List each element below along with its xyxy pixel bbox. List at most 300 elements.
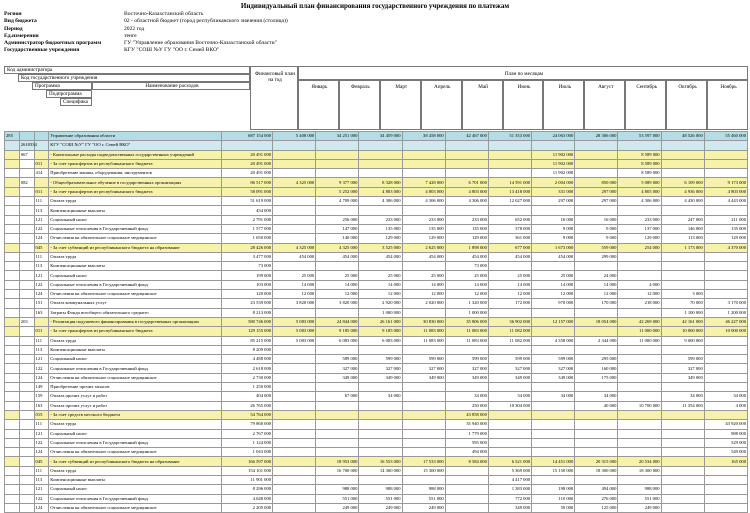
code-cell: 011 [34, 327, 49, 336]
month-value-cell [575, 410, 618, 419]
month-value-cell [704, 494, 747, 503]
code-cell [5, 485, 20, 494]
code-cell [5, 290, 20, 299]
month-value-cell: 454 000 [359, 252, 402, 261]
month-value-cell [402, 150, 445, 159]
month-value-cell [661, 475, 704, 484]
code-cell: 111 [34, 252, 49, 261]
month-value-cell: 10 700 000 [618, 401, 661, 410]
month-value-cell: 11 902 000 [532, 150, 575, 159]
month-value-cell: 361 000 [488, 234, 531, 243]
month-value-cell [618, 364, 661, 373]
month-value-cell: 3 170 000 [704, 299, 747, 308]
code-cell: 122 [34, 280, 49, 289]
month-value-cell: 233 000 [359, 215, 402, 224]
month-value-cell [402, 420, 445, 429]
month-value-cell: 50 000 [532, 503, 575, 512]
annual-total-cell: 120 000 [222, 290, 273, 299]
expense-name-cell: Отчисления на обязательное социальное медицинское [49, 373, 222, 382]
month-value-cell [704, 150, 747, 159]
month-value-cell [359, 475, 402, 484]
code-cell: 111 [34, 420, 49, 429]
table-row [5, 448, 748, 457]
month-value-cell: 1 173 000 [661, 243, 704, 252]
meta-label: Вид бюджета [4, 18, 37, 25]
month-value-cell [575, 420, 618, 429]
header-admin-code: Код администратора [4, 66, 250, 74]
month-value-cell: 9 000 [575, 224, 618, 233]
month-value-cell [661, 503, 704, 512]
month-value-cell [661, 457, 704, 466]
month-value-cell [273, 420, 316, 429]
month-value-cell [532, 206, 575, 215]
month-value-cell [445, 169, 488, 178]
month-value-cell: 599 000 [359, 355, 402, 364]
month-value-cell [273, 308, 316, 317]
table-row [5, 159, 748, 168]
code-cell [19, 494, 34, 503]
month-value-cell: 25 000 [445, 271, 488, 280]
table-row [5, 290, 748, 299]
header-month: Январь [298, 80, 339, 130]
month-value-cell [575, 141, 618, 150]
code-cell [5, 169, 20, 178]
month-value-cell: 5 083 000 [273, 317, 316, 326]
annual-total-cell [222, 141, 273, 150]
month-value-cell: 4 325 000 [316, 243, 359, 252]
month-value-cell: 6 083 000 [316, 336, 359, 345]
expense-name-cell: Социальные отчисления в Государственный фонд [49, 364, 222, 373]
month-value-cell: 4 417 000 [488, 475, 531, 484]
code-cell [5, 438, 20, 447]
table-row [5, 383, 748, 392]
expense-name-cell: Оплата труда [49, 336, 222, 345]
month-value-cell: 1 673 000 [532, 243, 575, 252]
month-value-cell: 250 000 [445, 401, 488, 410]
table-row [5, 169, 748, 178]
month-value-cell: 25 000 [359, 271, 402, 280]
month-value-cell [575, 150, 618, 159]
month-value-cell: 70 000 [661, 299, 704, 308]
expense-name-cell: Оплата прочих услуг и работ [49, 392, 222, 401]
month-value-cell: 12 027 000 [488, 197, 531, 206]
month-value-cell [402, 429, 445, 438]
month-value-cell [532, 475, 575, 484]
month-value-cell [661, 141, 704, 150]
month-value-cell: 34 000 [488, 392, 531, 401]
month-value-cell: 42 467 000 [445, 132, 488, 141]
code-cell [5, 262, 20, 271]
month-value-cell: 129 000 [618, 234, 661, 243]
table-row [5, 485, 748, 494]
code-cell [19, 355, 34, 364]
month-value-cell: 297 000 [575, 187, 618, 196]
code-cell: 121 [34, 485, 49, 494]
month-value-cell [316, 169, 359, 178]
meta-value: ГУ "Управление образования Восточно-Казахстанской области" [124, 40, 277, 47]
month-value-cell [359, 262, 402, 271]
code-cell: 111 [34, 336, 49, 345]
month-value-cell [661, 169, 704, 178]
code-cell [19, 327, 34, 336]
code-cell [34, 178, 49, 187]
month-value-cell: 129 000 [704, 234, 747, 243]
annual-total-cell: 20 491 000 [222, 169, 273, 178]
month-value-cell: 256 000 [316, 215, 359, 224]
month-value-cell: 4 803 000 [359, 187, 402, 196]
annual-total-cell: 4 488 000 [222, 355, 273, 364]
code-cell: 121 [34, 271, 49, 280]
month-value-cell [488, 438, 531, 447]
month-value-cell: 18 953 000 [316, 457, 359, 466]
month-value-cell: 4 370 000 [704, 243, 747, 252]
table-row [5, 299, 748, 308]
annual-total-cell: 199 000 [222, 271, 273, 280]
month-value-cell: 276 000 [575, 494, 618, 503]
month-value-cell [402, 392, 445, 401]
month-value-cell [316, 308, 359, 317]
month-value-cell [273, 215, 316, 224]
month-value-cell [402, 141, 445, 150]
header-month: Октябрь [666, 80, 707, 130]
month-value-cell [704, 373, 747, 382]
code-cell: 111 [34, 197, 49, 206]
meta-row [4, 26, 288, 33]
code-cell [19, 383, 34, 392]
month-value-cell: 349 000 [488, 503, 531, 512]
month-value-cell: 14 000 [316, 280, 359, 289]
month-value-cell [704, 466, 747, 475]
code-cell: 113 [34, 345, 49, 354]
month-value-cell: 129 000 [445, 234, 488, 243]
table-row [5, 187, 748, 196]
month-value-cell [273, 466, 316, 475]
code-cell [5, 224, 20, 233]
table-row [5, 224, 748, 233]
month-value-cell [273, 262, 316, 271]
code-cell [5, 252, 20, 261]
month-value-cell: 551 000 [316, 494, 359, 503]
month-value-cell: 349 000 [445, 373, 488, 382]
month-value-cell: 35 940 000 [445, 420, 488, 429]
month-value-cell [445, 494, 488, 503]
month-value-cell [445, 150, 488, 159]
month-value-cell: 9 173 000 [704, 178, 747, 187]
month-value-cell [704, 355, 747, 364]
month-value-cell [273, 355, 316, 364]
month-value-cell [704, 169, 747, 178]
month-value-cell: 5 083 000 [273, 336, 316, 345]
month-value-cell: 4 306 000 [618, 197, 661, 206]
code-cell [19, 280, 34, 289]
month-value-cell: 18 300 000 [618, 466, 661, 475]
table-row [5, 494, 748, 503]
month-value-cell [488, 429, 531, 438]
annual-total-cell: 166 597 000 [222, 457, 273, 466]
annual-total-cell: 1 124 000 [222, 438, 273, 447]
month-value-cell: 297 000 [575, 197, 618, 206]
meta-row [4, 18, 288, 25]
month-value-cell [704, 345, 747, 354]
annual-total-cell: 2 618 000 [222, 364, 273, 373]
code-cell [5, 373, 20, 382]
month-value-cell: 146 000 [661, 224, 704, 233]
code-cell [5, 475, 20, 484]
document-title: Индивидуальный план финансирования государственного учреждения по платежам [240, 2, 510, 10]
code-cell [5, 159, 20, 168]
expense-name-cell: Компенсационные выплаты [49, 475, 222, 484]
month-value-cell: 34 251 000 [316, 132, 359, 141]
month-value-cell [273, 224, 316, 233]
annual-total-cell: 26 765 000 [222, 401, 273, 410]
month-value-cell: 6 083 000 [359, 336, 402, 345]
table-row [5, 457, 748, 466]
month-value-cell [532, 383, 575, 392]
code-cell [19, 197, 34, 206]
header-month: Ноябрь [707, 80, 748, 130]
month-value-cell: 988 000 [704, 429, 747, 438]
month-value-cell [273, 364, 316, 373]
annual-total-cell: 1 577 000 [222, 224, 273, 233]
month-value-cell: 11 082 000 [488, 336, 531, 345]
table-row [5, 438, 748, 447]
month-value-cell [445, 345, 488, 354]
code-cell [5, 383, 20, 392]
month-value-cell [704, 503, 747, 512]
month-value-cell: 4 803 000 [618, 187, 661, 196]
month-value-cell: 454 000 [402, 252, 445, 261]
expense-name-cell: Приобретение прочих запасов [49, 383, 222, 392]
month-value-cell [445, 475, 488, 484]
month-value-cell: 4 358 000 [532, 336, 575, 345]
code-cell [19, 290, 34, 299]
month-value-cell: 1 100 000 [661, 308, 704, 317]
month-value-cell: 454 000 [532, 252, 575, 261]
month-value-cell: 14 000 [359, 280, 402, 289]
month-value-cell: 2 625 000 [402, 243, 445, 252]
month-value-cell [704, 280, 747, 289]
month-value-cell: 254 000 [618, 243, 661, 252]
month-value-cell [661, 420, 704, 429]
month-value-cell: 160 000 [575, 364, 618, 373]
month-value-cell: 4 430 000 [661, 197, 704, 206]
month-value-cell: 8 328 000 [359, 178, 402, 187]
annual-total-cell: 103 000 [222, 280, 273, 289]
month-value-cell [402, 438, 445, 447]
month-value-cell [445, 159, 488, 168]
month-value-cell: 73 000 [445, 262, 488, 271]
month-value-cell: 9 000 [575, 234, 618, 243]
month-value-cell: 12 000 [359, 290, 402, 299]
code-cell [5, 141, 20, 150]
month-value-cell: 12 000 [445, 290, 488, 299]
month-value-cell [445, 503, 488, 512]
month-value-cell: 9 377 000 [316, 178, 359, 187]
month-value-cell: 559 000 [575, 243, 618, 252]
table-row [5, 178, 748, 187]
month-value-cell [273, 206, 316, 215]
month-value-cell [402, 159, 445, 168]
annual-total-cell: 2 767 000 [222, 429, 273, 438]
code-cell [5, 150, 20, 159]
month-value-cell [488, 159, 531, 168]
expense-name-cell: Компенсационные выплаты [49, 345, 222, 354]
month-value-cell: 1 000 000 [359, 308, 402, 317]
month-value-cell [273, 438, 316, 447]
header-program: Программа [32, 82, 92, 90]
table-row [5, 308, 748, 317]
month-value-cell [316, 429, 359, 438]
code-cell [5, 206, 20, 215]
code-cell [19, 169, 34, 178]
month-value-cell [532, 410, 575, 419]
code-cell [34, 150, 49, 159]
code-cell [5, 410, 20, 419]
table-row [5, 327, 748, 336]
header-annual-plan: Финансовый план на год [250, 66, 298, 130]
month-value-cell [532, 401, 575, 410]
annual-total-cell: 3 477 000 [222, 252, 273, 261]
month-value-cell [618, 345, 661, 354]
month-value-cell: 589 000 [316, 355, 359, 364]
header-month: Июнь [503, 80, 544, 130]
month-value-cell: 551 000 [359, 494, 402, 503]
expense-name-cell: - За счет трансфертов из республиканского бюджета [49, 327, 222, 336]
month-value-cell: 378 000 [488, 224, 531, 233]
month-value-cell: 8 589 000 [618, 159, 661, 168]
month-value-cell [273, 141, 316, 150]
expense-name-cell: Социальные отчисления в Государственный фонд [49, 494, 222, 503]
month-value-cell: 110 000 [532, 494, 575, 503]
month-value-cell: 165 000 [704, 457, 747, 466]
month-value-cell: 14 000 [402, 280, 445, 289]
expense-name-cell: Социальный налог [49, 215, 222, 224]
table-row [5, 215, 748, 224]
month-value-cell: 35 806 000 [445, 317, 488, 326]
month-value-cell: 551 000 [618, 494, 661, 503]
annual-total-cell: 8 213 000 [222, 308, 273, 317]
month-value-cell [532, 141, 575, 150]
code-cell [19, 159, 34, 168]
month-value-cell: 34 000 [704, 392, 747, 401]
expense-name-cell: Социальные отчисления в Государственный фонд [49, 280, 222, 289]
code-cell: 122 [34, 438, 49, 447]
month-value-cell: 595 000 [445, 438, 488, 447]
month-value-cell: 1 779 000 [445, 429, 488, 438]
month-value-cell [445, 206, 488, 215]
table-row [5, 141, 748, 150]
expense-name-cell: Управление образования области [49, 132, 222, 141]
month-value-cell: 4 443 000 [704, 197, 747, 206]
month-value-cell [575, 262, 618, 271]
month-value-cell [316, 383, 359, 392]
month-value-cell [316, 159, 359, 168]
month-value-cell: 43 920 000 [704, 420, 747, 429]
code-cell [5, 271, 20, 280]
month-value-cell: 14 300 000 [359, 466, 402, 475]
annual-total-cell: 86 517 000 [222, 178, 273, 187]
code-cell [5, 336, 20, 345]
month-value-cell [488, 383, 531, 392]
month-value-cell: 3 820 000 [316, 299, 359, 308]
annual-total-cell: 85 215 000 [222, 336, 273, 345]
month-value-cell: 599 000 [661, 355, 704, 364]
month-value-cell: 2 020 000 [402, 299, 445, 308]
month-value-cell [704, 364, 747, 373]
month-value-cell [704, 262, 747, 271]
month-value-cell [618, 448, 661, 457]
month-value-cell: 850 000 [575, 178, 618, 187]
month-value-cell [316, 410, 359, 419]
annual-total-cell: 1 250 000 [222, 383, 273, 392]
month-value-cell: 327 000 [445, 364, 488, 373]
expense-name-cell: - За счет трансфертов из республиканского бюджета [49, 159, 222, 168]
expense-name-cell: Социальный налог [49, 485, 222, 494]
month-value-cell: 327 000 [488, 364, 531, 373]
annual-total-cell: 129 155 000 [222, 327, 273, 336]
meta-value: тенге [124, 32, 137, 39]
month-value-cell: 12 000 [488, 290, 531, 299]
month-value-cell [532, 448, 575, 457]
meta-value: 2022 год [124, 25, 145, 32]
month-value-cell [488, 141, 531, 150]
header-month: Май [462, 80, 503, 130]
table-row [5, 262, 748, 271]
annual-total-cell: 580 746 000 [222, 317, 273, 326]
month-value-cell: 55 460 000 [704, 132, 747, 141]
month-value-cell: 15 150 000 [532, 466, 575, 475]
month-value-cell [273, 169, 316, 178]
month-value-cell [661, 345, 704, 354]
code-cell [19, 429, 34, 438]
month-value-cell [402, 308, 445, 317]
code-cell [5, 215, 20, 224]
month-value-cell: 3 000 [661, 290, 704, 299]
code-cell [19, 466, 34, 475]
month-value-cell [316, 420, 359, 429]
code-cell: 124 [34, 448, 49, 457]
month-value-cell: 6 521 000 [488, 457, 531, 466]
month-value-cell [273, 485, 316, 494]
month-value-cell: 67 000 [316, 392, 359, 401]
month-value-cell: 454 000 [273, 252, 316, 261]
code-cell: 045 [34, 243, 49, 252]
table-row [5, 317, 748, 326]
month-value-cell: 11 000 000 [618, 327, 661, 336]
month-value-cell [316, 262, 359, 271]
month-value-cell: 11 083 000 [402, 336, 445, 345]
month-value-cell [316, 448, 359, 457]
code-cell [5, 355, 20, 364]
month-value-cell [359, 141, 402, 150]
month-value-cell: 1 320 000 [445, 299, 488, 308]
month-value-cell: 137 000 [618, 224, 661, 233]
month-value-cell: 17 533 000 [402, 457, 445, 466]
month-value-cell: 454 000 [488, 252, 531, 261]
table-row [5, 392, 748, 401]
code-cell [19, 373, 34, 382]
month-value-cell [488, 410, 531, 419]
month-value-cell: 12 000 [575, 290, 618, 299]
month-value-cell: 14 451 000 [532, 457, 575, 466]
annual-total-cell: 2 730 000 [222, 373, 273, 382]
table-row [5, 234, 748, 243]
code-cell [5, 457, 20, 466]
code-cell [5, 178, 20, 187]
annual-total-cell: 54 764 000 [222, 410, 273, 419]
code-cell: 124 [34, 290, 49, 299]
header-expense-name: Наименование расходов [92, 82, 250, 90]
